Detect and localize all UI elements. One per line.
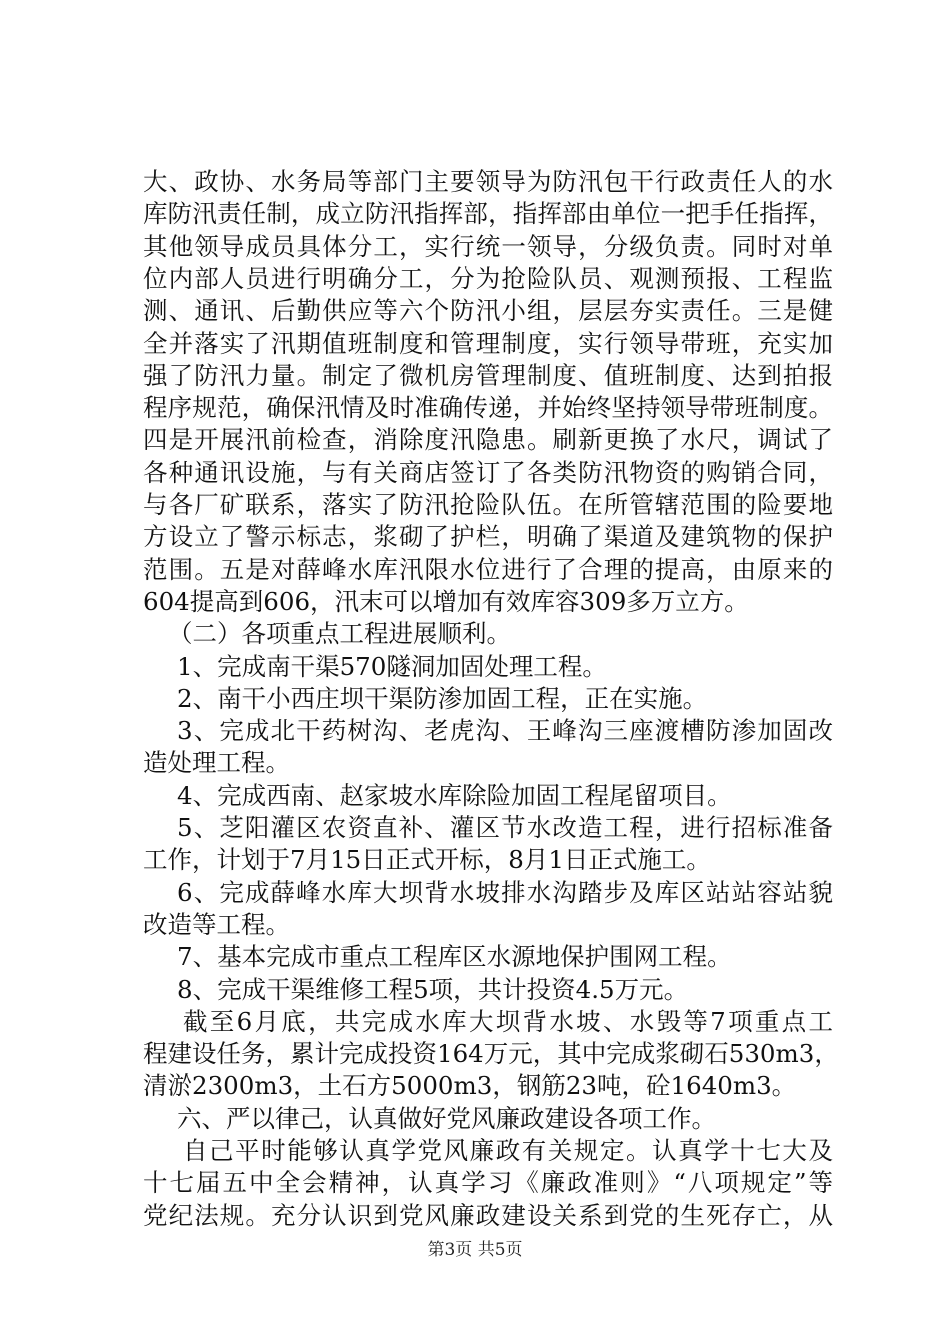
list-item: 4、完成西南、赵家坡水库除险加固工程尾留项目。 [177,780,732,810]
text-line: 范围。五是对薛峰水库汛限水位进行了合理的提高，由原来的 [143,554,833,584]
section-heading: 六、严以律己，认真做好党风廉政建设各项工作。 [177,1103,716,1133]
text-line: 方设立了警示标志，浆砌了护栏，明确了渠道及建筑物的保护 [143,522,833,552]
list-item: 1、完成南干渠570隧洞加固处理工程。 [177,651,607,681]
text-line: 截至6月底，共完成水库大坝背水坡、水毁等7项重点工 [183,1006,833,1036]
list-item: 3、完成北干药树沟、老虎沟、王峰沟三座渡槽防渗加固改 [177,716,833,746]
list-item: 5、芝阳灌区农资直补、灌区节水改造工程，进行招标准备 [177,813,833,842]
text-line: 强了防汛力量。制定了微机房管理制度、值班制度、达到拍报 [143,360,833,390]
list-item-continuation: 造处理工程。 [143,748,290,778]
text-line: 四是开展汛前检查，消除度汛隐患。刷新更换了水尺，调试了 [143,425,833,455]
text-line: 程建设任务，累计完成投资164万元，其中完成浆砌石530m3， [143,1039,839,1069]
text-line: 各种通讯设施，与有关商店签订了各类防汛物资的购销合同， [143,457,833,487]
text-line: 清淤2300m3，土石方5000m3，钢筋23吨，砼1640m3。 [143,1071,797,1101]
page-footer: 第3页 共5页 [427,1240,523,1260]
list-item: 2、南干小西庄坝干渠防渗加固工程，正在实施。 [177,683,708,713]
text-line: 其他领导成员具体分工，实行统一领导，分级负责。同时对单 [143,231,833,261]
list-item-continuation: 改造等工程。 [143,909,290,939]
text-line: 党纪法规。充分认识到党风廉政建设关系到党的生死存亡，从 [143,1200,833,1230]
text-line: 测、通讯、后勤供应等六个防汛小组，层层夯实责任。三是健 [143,296,833,326]
text-line: 604提高到606，汛末可以增加有效库容309多万立方。 [143,586,749,616]
list-item: 7、基本完成市重点工程库区水源地保护围网工程。 [177,942,732,972]
text-line: 位内部人员进行明确分工，分为抢险队员、观测预报、工程监 [143,263,833,293]
text-line: 全并落实了汛期值班制度和管理制度，实行领导带班，充实加 [143,328,833,358]
section-heading: （二）各项重点工程进展顺利。 [168,619,511,649]
list-item: 6、完成薛峰水库大坝背水坡排水沟踏步及库区站站容站貌 [177,877,833,907]
text-line: 程序规范，确保汛情及时准确传递，并始终坚持领导带班制度。 [143,393,833,423]
text-line: 库防汛责任制，成立防汛指挥部，指挥部由单位一把手任指挥， [143,199,833,229]
list-item: 8、完成干渠维修工程5项，共计投资4.5万元。 [177,974,689,1004]
text-line: 大、政协、水务局等部门主要领导为防汛包干行政责任人的水 [143,167,833,196]
text-line: 自己平时能够认真学党风廉政有关规定。认真学十七大及 [183,1136,833,1165]
text-line: 与各厂矿联系，落实了防汛抢险队伍。在所管辖范围的险要地 [143,490,833,519]
text-line: 十七届五中全会精神，认真学习《廉政准则》“八项规定”等 [143,1168,833,1198]
list-item-continuation: 工作，计划于7月15日正式开标，8月1日正式施工。 [143,845,711,875]
